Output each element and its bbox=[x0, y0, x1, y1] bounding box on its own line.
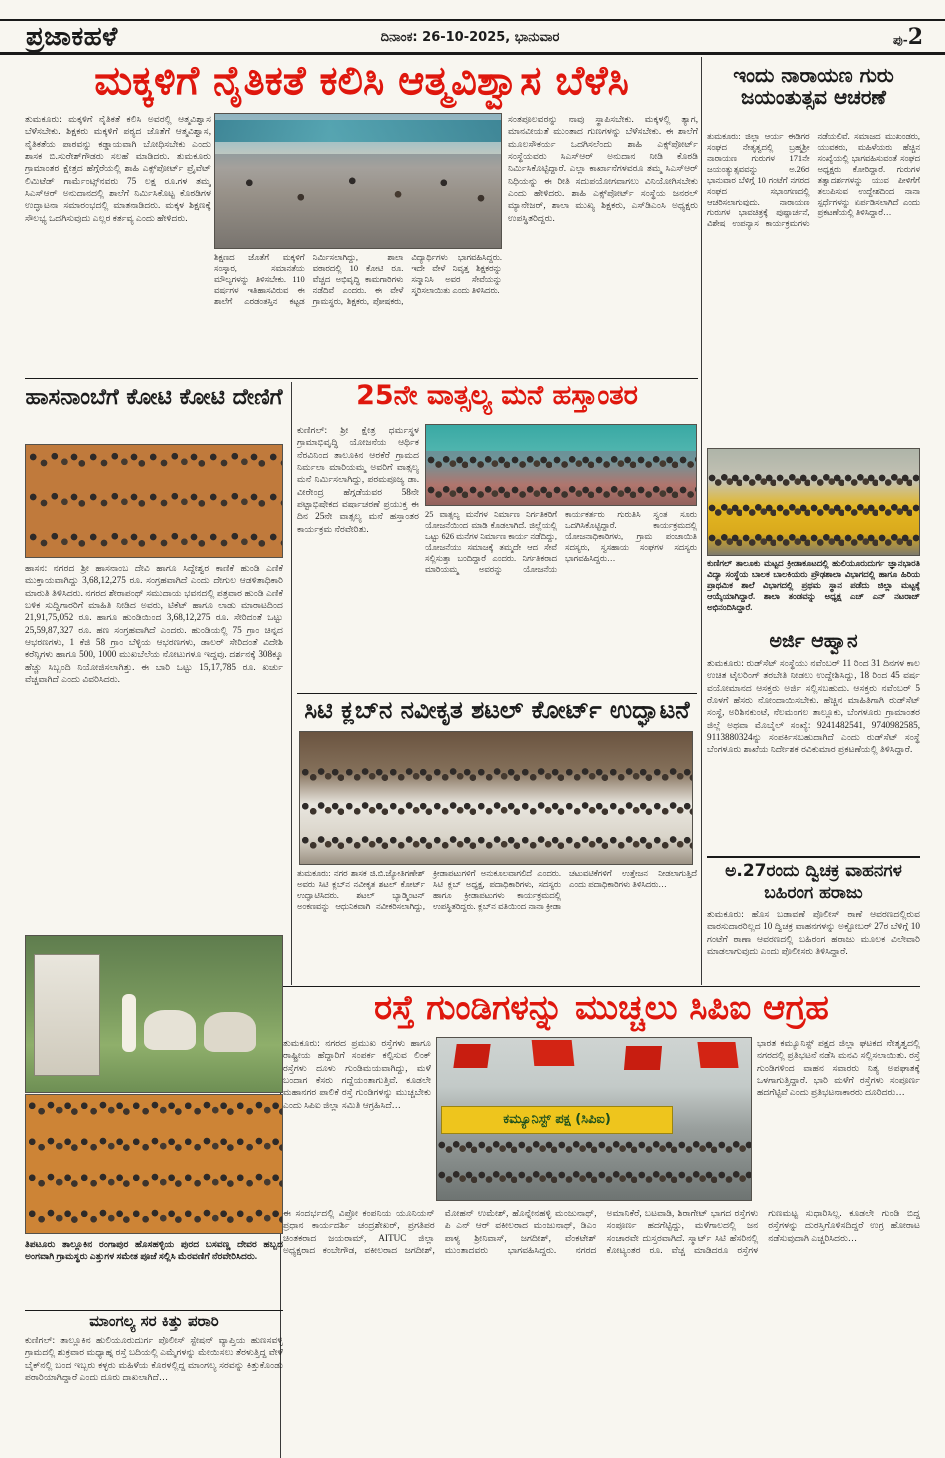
page-number-value: 2 bbox=[907, 24, 923, 50]
procession-photo bbox=[25, 1094, 283, 1234]
lead-event-photo bbox=[214, 113, 502, 249]
header-top-rule bbox=[0, 19, 945, 21]
lead-headline: ಮಕ್ಕಳಿಗೆ ನೈತಿಕತೆ ಕಲಿಸಿ ಆತ್ಮವಿಶ್ವಾಸ ಬೆಳೆಸಿ bbox=[94, 58, 629, 104]
red-flag-2 bbox=[532, 1040, 575, 1066]
temple-structure bbox=[34, 954, 100, 1076]
page-number bbox=[853, 24, 923, 50]
hassan-hundi-counting-photo bbox=[25, 444, 283, 558]
lead-photo-backdrop-banner bbox=[215, 120, 501, 142]
cityclub-body: ತುಮಕೂರು: ನಗರ ಶಾಸಕ ಜಿ.ಬಿ.ಜ್ಯೋತಿಗಣೇಶ್ ಅವರು ಸಿಟಿ ಕ್ಲಬ್‌ನ ನವೀಕೃತ ಶಟಲ್ ಕೋರ್ಟ್ ಉದ್ಘಾಟಿಸಿದರು. ಶಟಲ್ ಬ್ಯಾಡ್ಮಿಂಟನ್ ಅಂಕಣವನ್ನು ಆಧುನಿಕವಾಗಿ ನವೀಕರಿಸಲಾಗಿದ್ದು, ಕ್ರೀಡಾಪಟುಗಳಿಗೆ ಅನುಕೂಲವಾಗಲಿದೆ ಎಂದರು. ಸಿಟಿ ಕ್ಲಬ್ ಅಧ್ಯಕ್ಷ, ಪದಾಧಿಕಾರಿಗಳು, ಸದಸ್ಯರು ಹಾಗೂ ಕ್ರೀಡಾಪಟುಗಳು ಕಾರ್ಯಕ್ರಮದಲ್ಲಿ ಉಪಸ್ಥಿತರಿದ್ದರು. ಕ್ಲಬ್‌ನ ವತಿಯಿಂದ ನಾನಾ ಕ್ರೀಡಾ ಚಟುವಟಿಕೆಗಳಿಗೆ ಉತ್ತೇಜನ ನೀಡಲಾಗುತ್ತಿದೆ ಎಂದು ಪದಾಧಿಕಾರಿಗಳು ತಿಳಿಸಿದರು… bbox=[297, 869, 697, 911]
cityclub-group-photo bbox=[299, 731, 693, 865]
divider-right-column bbox=[701, 57, 702, 985]
red-flag-4 bbox=[697, 1042, 738, 1068]
auction-top-rule bbox=[707, 856, 920, 858]
lead-body-under-photo: ಶಿಕ್ಷಣದ ಜೊತೆಗೆ ಮಕ್ಕಳಿಗೆ ಸಂಸ್ಕಾರ, ಸಮಾನತೆಯ ಮೌಲ್ಯಗಳನ್ನು ತಿಳಿಸಬೇಕು. 110 ವರ್ಷಗಳ ಇತಿಹಾಸವಿರುವ ಈ ಶಾಲೆಗೆ ಎರಡಂತಸ್ತಿನ ಕಟ್ಟಡ ನಿರ್ಮಿಸಲಾಗಿದ್ದು, ಶಾಲಾ ವಠಾರದಲ್ಲಿ 10 ಕೋಟಿ ರೂ. ವೆಚ್ಚದ ಅಭಿವೃದ್ಧಿ ಕಾಮಗಾರಿಗಳು ನಡೆದಿವೆ ಎಂದರು. ಈ ವೇಳೆ ಗ್ರಾಮಸ್ಥರು, ಶಿಕ್ಷಕರು, ಪೋಷಕರು, ವಿದ್ಯಾರ್ಥಿಗಳು ಭಾಗವಹಿಸಿದ್ದರು. ಇದೇ ವೇಳೆ ನಿವೃತ್ತ ಶಿಕ್ಷಕರನ್ನು ಸನ್ಮಾನಿಸಿ ಅವರ ಸೇವೆಯನ್ನು ಸ್ಮರಿಸಲಾಯಿತು ಎಂದು ತಿಳಿಸಿದರು. bbox=[214, 253, 502, 306]
mangalya-headline: ಮಾಂಗಲ್ಯ ಸರ ಕಿತ್ತು ಪರಾರಿ bbox=[89, 1312, 219, 1330]
herdsman-figure bbox=[122, 994, 136, 1052]
auction-body: ತುಮಕೂರು: ಹೊಸ ಬಡಾವಣೆ ಪೊಲೀಸ್ ಠಾಣೆ ಆವರಣದಲ್ಲಿರುವ ವಾರಸುದಾರರಿಲ್ಲದ 10 ದ್ವಿಚಕ್ರ ವಾಹನಗಳನ್ನು ಅಕ್ಟೋಬರ್ 27ರ ಬೆಳಿಗ್ಗೆ 10 ಗಂಟೆಗೆ ಠಾಣಾ ಆವರಣದಲ್ಲಿ ಬಹಿರಂಗ ಹರಾಜು ಮೂಲಕ ವಿಲೇವಾರಿ ಮಾಡಲಾಗುವುದು ಎಂದು ಪೊಲೀಸರು ತಿಳಿಸಿದ್ದಾರೆ. bbox=[707, 909, 920, 956]
arji-body: ತುಮಕೂರು: ರುಡ್‌ಸೆಟ್ ಸಂಸ್ಥೆಯು ನವೆಂಬರ್ 11 ರಿಂದ 31 ದಿನಗಳ ಕಾಲ ಉಚಿತ ಟೈಲರಿಂಗ್ ತರಬೇತಿ ನೀಡಲು ಉದ್ದೇಶಿಸಿದ್ದು, 18 ರಿಂದ 45 ವರ್ಷ ವಯೋಮಾನದ ಆಸಕ್ತರು ಅರ್ಜಿ ಸಲ್ಲಿಸಬಹುದು. ಆಸಕ್ತರು ನವೆಂಬರ್ 5 ರೊಳಗೆ ಹೆಸರು ನೋಂದಾಯಿಸಬೇಕು. ಹೆಚ್ಚಿನ ಮಾಹಿತಿಗಾಗಿ ರುಡ್‌ಸೆಟ್ ಸಂಸ್ಥೆ, ಅರಿಶಿನಕುಂಟೆ, ನೆಲಮಂಗಲ ತಾಲ್ಲೂಕು, ಬೆಂಗಳೂರು ಗ್ರಾಮಾಂತರ ಜಿಲ್ಲೆ ಅಥವಾ ಮೊಬೈಲ್ ಸಂಖ್ಯೆ: 9241482541, 9740982585, 9113880324ನ್ನು ಸಂಪರ್ಕಿಸಬಹುದಾಗಿದೆ ಎಂದು ರುಡ್‌ಸೆಟ್ ಸಂಸ್ಥೆ ಬೆಂಗಳೂರು ಶಾಖೆಯ ನಿರ್ದೇಶಕ ರವಿಕುಮಾರ ಪ್ರಕಟಣೆಯಲ್ಲಿ ತಿಳಿಸಿದ್ದಾರೆ. bbox=[707, 658, 920, 755]
masthead-title: ಪ್ರಜಾಕಹಳೆ bbox=[26, 22, 118, 52]
arji-headline: ಅರ್ಜಿ ಆಹ್ವಾನ bbox=[769, 630, 858, 652]
vatsalya-body-left: ಕುಣಿಗಲ್: ಶ್ರೀ ಕ್ಷೇತ್ರ ಧರ್ಮಸ್ಥಳ ಗ್ರಾಮಾಭಿವೃದ್ಧಿ ಯೋಜನೆಯ ಆರ್ಥಿಕ ನೆರವಿನಿಂದ ತಾಲೂಕಿನ ಆರಕೆರೆ ಗ್ರಾಮದ ನಿರ್ಮಲಾ ಮಾರಿಯಮ್ಮ ಅವರಿಗೆ ವಾತ್ಸಲ್ಯ ಮನೆ ನಿರ್ಮಿಸಲಾಗಿದ್ದು, ಪರಮಪೂಜ್ಯ ಡಾ. ವೀರೇಂದ್ರ ಹೆಗ್ಗಡೆಯವರ 58ನೇ ಪಟ್ಟಾಭಿಷೇಕದ ವರ್ಷಾಚರಣೆ ಪ್ರಯುಕ್ತ ಈ ದಿನ 25ನೇ ವಾತ್ಸಲ್ಯ ಮನೆ ಹಸ್ತಾಂತರ ಕಾರ್ಯಕ್ರಮ ನೆರವೇರಿತು. bbox=[297, 425, 419, 534]
cpi-banner-text: ಕಮ್ಯೂನಿಸ್ಟ್ ಪಕ್ಷ (ಸಿಪಿಐ) bbox=[503, 1112, 611, 1127]
hassan-body: ಹಾಸನ: ನಗರದ ಶ್ರೀ ಹಾಸನಾಂಬ ದೇವಿ ಹಾಗೂ ಸಿದ್ದೇಶ್ವರ ಕಾಣಿಕೆ ಹುಂಡಿ ಎಣಿಕೆ ಮುಕ್ತಾಯವಾಗಿದ್ದು 3,68,12,275 ರೂ. ಸಂಗ್ರಹವಾಗಿದೆ ಎಂದು ದೇಗುಲ ಆಡಳಿತಾಧಿಕಾರಿ ಮಾರುತಿ ತಿಳಿಸಿದರು. ನಗರದ ಶೇರಾಪಂಥ್ ಸಮುದಾಯ ಭವನದಲ್ಲಿ ಪತ್ರವಾರ ಹುಂಡಿ ಎಣಿಕೆ ಬಳಿಕ ಸುದ್ದಿಗಾರರಿಗೆ ಮಾಹಿತಿ ನೀಡಿದ ಅವರು, ಟಿಕೆಟ್ ಹಾಗೂ ಲಾಡು ಮಾರಾಟದಿಂದ 21,91,75,052 ರೂ. ಹಾಗೂ ಹುಂಡಿಯಿಂದ 3,68,12,275 ರೂ. ಸೇರಿದಂತೆ ಒಟ್ಟು 25,59,87,327 ರೂ. ಹಣ ಸಂಗ್ರಹವಾಗಿದೆ ಎಂದರು. ಹುಂಡಿಯಲ್ಲಿ 75 ಗ್ರಾಂ ಚಿನ್ನದ ಆಭರಣಗಳು, 1 ಕೆಜಿ 58 ಗ್ರಾಂ ಬೆಳ್ಳಿಯ ಆಭರಣಗಳು, ಡಾಲರ್ ಸೇರಿದಂತೆ ವಿದೇಶಿ ಕರೆನ್ಸಿಗಳು ಹಾಗೂ 500, 1000 ಮುಖಬೆಲೆಯ ನೋಟುಗಳೂ ಇದ್ದವು. ದರ್ಶನಕ್ಕೆ 308ಕ್ಕೂ ಹೆಚ್ಚು ಸಿಬ್ಬಂದಿ ನಿಯೋಜಿಸಲಾಗಿತ್ತು. ಈ ಬಾರಿ ಒಟ್ಟು 15,17,785 ರೂ. ಖರ್ಚು ವೆಚ್ಚವಾಗಿದೆ ಎಂದು ವಿವರಿಸಿದರು. bbox=[25, 563, 283, 684]
narayana-body: ತುಮಕೂರು: ಜಿಲ್ಲಾ ಆರ್ಯ ಈಡಿಗರ ಸಂಘದ ನೇತೃತ್ವದಲ್ಲಿ ಬ್ರಹ್ಮಶ್ರೀ ನಾರಾಯಣ ಗುರುಗಳ 171ನೇ ಜಯಂತ್ಯುತ್ಸವವನ್ನು ಅ.26ರ ಭಾನುವಾರ ಬೆಳಿಗ್ಗೆ 10 ಗಂಟೆಗೆ ನಗರದ ಸಂಘದ ಸಭಾಂಗಣದಲ್ಲಿ ಆಚರಿಸಲಾಗುವುದು. ನಾರಾಯಣ ಗುರುಗಳ ಭಾವಚಿತ್ರಕ್ಕೆ ಪುಷ್ಪಾರ್ಚನೆ, ವಿಶೇಷ ಉಪನ್ಯಾಸ ಕಾರ್ಯಕ್ರಮಗಳು ನಡೆಯಲಿವೆ. ಸಮಾಜದ ಮುಖಂಡರು, ಯುವಕರು, ಮಹಿಳೆಯರು ಹೆಚ್ಚಿನ ಸಂಖ್ಯೆಯಲ್ಲಿ ಭಾಗವಹಿಸುವಂತೆ ಸಂಘದ ಅಧ್ಯಕ್ಷರು ಕೋರಿದ್ದಾರೆ. ಗುರುಗಳ ತತ್ವಾದರ್ಶಗಳನ್ನು ಯುವ ಪೀಳಿಗೆಗೆ ತಲುಪಿಸುವ ಉದ್ದೇಶದಿಂದ ನಾನಾ ಸ್ಪರ್ಧೆಗಳನ್ನು ಏರ್ಪಡಿಸಲಾಗಿದೆ ಎಂದು ಪ್ರಕಟಣೆಯಲ್ಲಿ ತಿಳಿಸಿದ್ದಾರೆ… bbox=[707, 132, 920, 229]
page-number-prefix: ಪು- bbox=[892, 33, 908, 47]
school-team-photo-people bbox=[708, 469, 919, 556]
cpi-body-right: ಭಾರತ ಕಮ್ಯೂನಿಸ್ಟ್ ಪಕ್ಷದ ಜಿಲ್ಲಾ ಘಟಕದ ನೇತೃತ್ವದಲ್ಲಿ ನಗರದಲ್ಲಿ ಪ್ರತಿಭಟನೆ ನಡೆಸಿ ಮನವಿ ಸಲ್ಲಿಸಲಾಯಿತು. ರಸ್ತೆ ಗುಂಡಿಗಳಿಂದ ವಾಹನ ಸವಾರರು ನಿತ್ಯ ಅಪಘಾತಕ್ಕೆ ಒಳಗಾಗುತ್ತಿದ್ದಾರೆ. ಭಾರಿ ಮಳೆಗೆ ರಸ್ತೆಗಳು ಸಂಪೂರ್ಣ ಹದಗೆಟ್ಟಿವೆ ಎಂದು ಪ್ರತಿಭಟನಾಕಾರರು ದೂರಿದರು… bbox=[757, 1038, 920, 1098]
vatsalya-house-handover-photo bbox=[425, 424, 697, 506]
school-team-yellow-photo bbox=[707, 448, 920, 556]
lead-bottom-rule bbox=[25, 378, 698, 379]
school-team-caption: ಕುಣಿಗಲ್ ತಾಲೂಕು ಮಟ್ಟದ ಕ್ರೀಡಾಕೂಟದಲ್ಲಿ ಹುಲಿಯೂರುದುರ್ಗ ಜ್ಞಾನಭಾರತಿ ವಿದ್ಯಾ ಸಂಸ್ಥೆಯ ಬಾಲಕ ಬಾಲಕಿಯರು ಪ್ರೌಢಶಾಲಾ ವಿಭಾಗದಲ್ಲಿ ಹಾಗೂ ಹಿರಿಯ ಪ್ರಾಥಮಿಕ ಶಾಲೆ ವಿಭಾಗದಲ್ಲಿ ಪ್ರಥಮ ಸ್ಥಾನ ಪಡೆದು ಜಿಲ್ಲಾ ಮಟ್ಟಕ್ಕೆ ಆಯ್ಕೆಯಾಗಿದ್ದಾರೆ. ಶಾಲಾ ತಂಡವನ್ನು ಅಧ್ಯಕ್ಷ ಎಚ್ ಎನ್ ನಟರಾಜ್ ಅಭಿನಂದಿಸಿದ್ದಾರೆ. bbox=[707, 559, 920, 612]
divider-left-middle bbox=[291, 382, 292, 985]
vatsalya-body-below: 25 ವಾತ್ಸಲ್ಯ ಮನೆಗಳ ನಿರ್ಮಾಣ ನಿರ್ಗತಿಕರಿಗೆ ಯೋಜನೆಯಿಂದ ಮಾಡಿ ಕೊಡಲಾಗಿದೆ. ಜಿಲ್ಲೆಯಲ್ಲಿ ಒಟ್ಟು 626 ಮನೆಗಳ ನಿರ್ಮಾಣ ಕಾರ್ಯ ನಡೆದಿದ್ದು, ಯೋಜನೆಯು ಸಮಾಜಕ್ಕೆ ತಮ್ಮದೇ ಆದ ಸೇವೆ ಸಲ್ಲಿಸುತ್ತಾ ಬಂದಿದ್ದಾರೆ ಎಂದರು. ನಿರ್ಗತಿಕರಾದ ಮಾರಿಯಮ್ಮ ಅವರನ್ನು ಯೋಜನೆಯ ಕಾರ್ಯಕರ್ತರು ಗುರುತಿಸಿ ಸ್ವಂತ ಸೂರು ಒದಗಿಸಿಕೊಟ್ಟಿದ್ದಾರೆ. ಕಾರ್ಯಕ್ರಮದಲ್ಲಿ ಯೋಜನಾಧಿಕಾರಿಗಳು, ಗ್ರಾಮ ಪಂಚಾಯಿತಿ ಸದಸ್ಯರು, ಸ್ವಸಹಾಯ ಸಂಘಗಳ ಸದಸ್ಯರು ಭಾಗವಹಿಸಿದ್ದರು… bbox=[425, 510, 697, 574]
red-flag-1 bbox=[453, 1044, 490, 1068]
lead-body-left: ತುಮಕೂರು: ಮಕ್ಕಳಿಗೆ ನೈತಿಕತೆ ಕಲಿಸಿ ಅವರಲ್ಲಿ ಆತ್ಮವಿಶ್ವಾಸ ಬೆಳೆಸಬೇಕು. ಶಿಕ್ಷಕರು ಮಕ್ಕಳಿಗೆ ಪಠ್ಯದ ಜೊತೆಗೆ ಆತ್ಮವಿಶ್ವಾಸ, ನೈತಿಕತೆಯ ಪಾಠವನ್ನು ಕಡ್ಡಾಯವಾಗಿ ಬೋಧಿಸಬೇಕು ಎಂದು ಶಾಸಕ ಬಿ.ಸುರೇಶ್‌ಗೌಡರು ಸಲಹೆ ಮಾಡಿದರು. ತುಮಕೂರು ಗ್ರಾಮಾಂತರ ಕ್ಷೇತ್ರದ ಹೆಗ್ಗೆರೆಯಲ್ಲಿ ಶಾಹಿ ಎಕ್ಸ್‌ಪೋರ್ಟ್ ಪ್ರೈವೆಟ್ ಲಿಮಿಟೆಡ್ ಗಾರ್ಮೆಂಟ್ಸ್‌ನವರು 75 ಲಕ್ಷ ರೂ.ಗಳ ತಮ್ಮ ಸಿಎಸ್‌ಆರ್ ಅನುದಾನದಲ್ಲಿ ಶಾಲೆಗೆ ನಿರ್ಮಿಸಿಕೊಟ್ಟ ಕೊಠಡಿಗಳ ಉದ್ಘಾಟನಾ ಸಮಾರಂಭದಲ್ಲಿ ಮಾತನಾಡಿದರು. ಮಕ್ಕಳ ಶಿಕ್ಷಣಕ್ಕೆ ಸೌಲಭ್ಯ ಒದಗಿಸುವುದು ಎಲ್ಲರ ಕರ್ತವ್ಯ ಎಂದು ಹೇಳಿದರು. bbox=[25, 114, 211, 223]
lead-body-right: ಸಂತಪೂಲವರನ್ನು ನಾವು ಸ್ಥಾಪಿಸಬೇಕು. ಮಕ್ಕಳಲ್ಲಿ ತ್ಯಾಗ, ಮಾನವೀಯತೆ ಮುಂತಾದ ಗುಣಗಳನ್ನು ಬೆಳೆಸಬೇಕು. ಈ ಶಾಲೆಗೆ ಮೂಲಸೌಕರ್ಯ ಒದಗಿಸಲೆಂದು ಶಾಹಿ ಎಕ್ಸ್‌ಪೋರ್ಟ್ ಸಂಸ್ಥೆಯವರು ಸಿಎಸ್‌ಆರ್ ಅನುದಾನ ನೀಡಿ ಕೊಠಡಿ ನಿರ್ಮಿಸಿಕೊಟ್ಟಿದ್ದಾರೆ. ಎಲ್ಲಾ ಕಾರ್ಖಾನೆಗಳವರೂ ತಮ್ಮ ಸಿಎಸ್‌ಆರ್ ನಿಧಿಯನ್ನು ಈ ರೀತಿ ಸದುಪಯೋಗವಾಗಲು ವಿನಿಯೋಗಿಸಬೇಕು ಎಂದು ಹೇಳಿದರು. ಶಾಹಿ ಎಕ್ಸ್‌ಪೋರ್ಟ್ ಸಂಸ್ಥೆಯ ಜನರಲ್ ಮ್ಯಾನೇಜರ್, ಶಾಲಾ ಮುಖ್ಯ ಶಿಕ್ಷಕರು, ಎಸ್‌ಡಿಎಂಸಿ ಅಧ್ಯಕ್ಷರು ಉಪಸ್ಥಿತರಿದ್ದರು. bbox=[508, 114, 698, 223]
cpi-banner bbox=[441, 1106, 673, 1134]
vatsalya-headline: 25ನೇ ವಾತ್ಸಲ್ಯ ಮನೆ ಹಸ್ತಾಂತರ bbox=[356, 380, 638, 411]
cpi-photo-people bbox=[437, 1136, 751, 1201]
cpi-protest-photo bbox=[436, 1037, 752, 1201]
mangalya-body: ಕುಣಿಗಲ್: ತಾಲ್ಲೂಕಿನ ಹುಲಿಯೂರುದುರ್ಗ ಪೊಲೀಸ್ ಸ್ಟೇಷನ್ ವ್ಯಾಪ್ತಿಯ ಹುಣಸವಳ್ಳಿ ಗ್ರಾಮದಲ್ಲಿ ಶುಕ್ರವಾರ ಮಧ್ಯಾಹ್ನ ರಸ್ತೆ ಬದಿಯಲ್ಲಿ ಎಮ್ಮೆಗಳನ್ನು ಮೇಯಿಸಲು ತೆರಳುತ್ತಿದ್ದ ವೇಳೆ ಬೈಕ್‌ನಲ್ಲಿ ಬಂದ ಇಬ್ಬರು ಕಳ್ಳರು ಮಹಿಳೆಯ ಕೊರಳಲ್ಲಿದ್ದ ಮಾಂಗಲ್ಯ ಸರವನ್ನು ಕಿತ್ತುಕೊಂಡು ಪರಾರಿಯಾಗಿದ್ದಾರೆ ಎಂದು ದೂರು ದಾಖಲಾಗಿದೆ… bbox=[25, 1335, 283, 1382]
lead-photo-people bbox=[215, 154, 501, 249]
temple-oxen-photo bbox=[25, 935, 283, 1093]
auction-headline-line1: ಅ.27ರಂದು ದ್ವಿಚಕ್ರ ವಾಹನಗಳ bbox=[725, 861, 902, 881]
cityclub-photo-people bbox=[300, 762, 692, 865]
cpi-headline: ರಸ್ತೆ ಗುಂಡಿಗಳನ್ನು ಮುಚ್ಚಲು ಸಿಪಿಐ ಆಗ್ರಹ bbox=[374, 988, 829, 1028]
vatsalya-photo-people bbox=[426, 451, 696, 506]
cityclub-headline: ಸಿಟಿ ಕ್ಲಬ್‌ನ ನವೀಕೃತ ಶಟಲ್ ಕೋರ್ಟ್ ಉದ್ಘಾಟನೆ bbox=[304, 696, 690, 724]
mangalya-top-rule bbox=[25, 1310, 283, 1311]
narayana-headline: ಇಂದು ನಾರಾಯಣ ಗುರು ಜಯಂತುತ್ಸವ ಆಚರಣೆ bbox=[733, 63, 894, 110]
ox-figure-left bbox=[144, 1010, 196, 1050]
cpi-body-left: ತುಮಕೂರು: ನಗರದ ಪ್ರಮುಖ ರಸ್ತೆಗಳು ಹಾಗೂ ರಾಷ್ಟ್ರೀಯ ಹೆದ್ದಾರಿಗೆ ಸಂಪರ್ಕ ಕಲ್ಪಿಸುವ ಲಿಂಕ್ ರಸ್ತೆಗಳು ದೂಳು ಗುಂಡಿಮಯವಾಗಿದ್ದು, ಮಳೆ ಬಂದಾಗ ಕೆಸರು ಗದ್ದೆಯಂತಾಗುತ್ತಿವೆ. ಕೂಡಲೇ ಮಹಾನಗರ ಪಾಲಿಕೆ ರಸ್ತೆ ಗುಂಡಿಗಳನ್ನು ಮುಚ್ಚಬೇಕು ಎಂದು ಸಿಪಿಐ ಜಿಲ್ಲಾ ಸಮಿತಿ ಆಗ್ರಹಿಸಿದೆ… bbox=[283, 1038, 431, 1110]
procession-caption: ತಿಪಟೂರು ತಾಲ್ಲೂಕಿನ ರಂಗಾಪುರ ಹೊಸಹಳ್ಳಿಯ ಪುರದ ಬಸವಣ್ಣ ದೇವರ ಹಬ್ಬದ ಅಂಗವಾಗಿ ಗ್ರಾಮಸ್ಥರು ಎತ್ತುಗಳ ಸಮೇತ ಪೂಜೆ ಸಲ್ಲಿಸಿ ಮೆರವಣಿಗೆ ನೆರವೇರಿಸಿದರು. bbox=[25, 1239, 283, 1262]
red-flag-3 bbox=[624, 1046, 662, 1070]
right-column-bottom-rule bbox=[283, 986, 920, 987]
hassan-headline: ಹಾಸನಾಂಬೆಗೆ ಕೋಟಿ ಕೋಟಿ ದೇಣಿಗೆ bbox=[25, 385, 283, 410]
cpi-body-bottom: ಈ ಸಂದರ್ಭದಲ್ಲಿ ವಿಪ್ರೋ ಕಂಪನಿಯ ಯೂನಿಯನ್ ಪ್ರಧಾನ ಕಾರ್ಯದರ್ಶಿ ಚಂದ್ರಶೇಖರ್, ಪ್ರಗತಿಪರ ಚಿಂತಕರಾದ ಜಯರಾಮ್, AITUC ಜಿಲ್ಲಾ ಅಧ್ಯಕ್ಷರಾದ ಕಂಬೇಗೌಡ, ವಕೀಲರಾದ ಜಗದೀಶ್, ಮೋಹನ್ ಉಮೇಶ್, ಹೊನ್ನೇನಹಳ್ಳಿ ಮಂಜುನಾಥ್, ಪಿ ಎನ್ ಆರ್ ವಕೀಲರಾದ ಮಂಜುನಾಥ್, ಡಿಎಂ ಪಾಳ್ಯ ಶ್ರೀನಿವಾಸ್, ಜಗದೀಶ್, ವೆಂಕಟೇಶ್ ಮುಂತಾದವರು ಭಾಗವಹಿಸಿದ್ದರು. ನಗರದ ಅಮಾನಿಕೆರೆ, ಬಟವಾಡಿ, ಶಿರಾಗೇಟ್ ಭಾಗದ ರಸ್ತೆಗಳು ಸಂಪೂರ್ಣ ಹದಗೆಟ್ಟಿದ್ದು, ಮಳೆಗಾಲದಲ್ಲಿ ಜನ ಸಂಚಾರವೇ ದುಸ್ತರವಾಗಿದೆ. ಸ್ಮಾರ್ಟ್ ಸಿಟಿ ಹೆಸರಿನಲ್ಲಿ ಕೋಟ್ಯಂತರ ರೂ. ವೆಚ್ಚ ಮಾಡಿದರೂ ರಸ್ತೆಗಳ ಗುಣಮಟ್ಟ ಸುಧಾರಿಸಿಲ್ಲ. ಕೂಡಲೇ ಗುಂಡಿ ಬಿದ್ದ ರಸ್ತೆಗಳನ್ನು ದುರಸ್ತಿಗೊಳಿಸದಿದ್ದರೆ ಉಗ್ರ ಹೋರಾಟ ನಡೆಸುವುದಾಗಿ ಎಚ್ಚರಿಸಿದರು… bbox=[283, 1208, 920, 1255]
header-dateline: ದಿನಾಂಕ: 26-10-2025, ಭಾನುವಾರ bbox=[380, 30, 560, 45]
vatsalya-bottom-rule bbox=[297, 693, 697, 694]
ox-figure-right bbox=[204, 1012, 256, 1052]
auction-headline-line2: ಬಹಿರಂಗ ಹರಾಜು bbox=[764, 883, 863, 903]
header-bottom-rule bbox=[0, 52, 945, 55]
